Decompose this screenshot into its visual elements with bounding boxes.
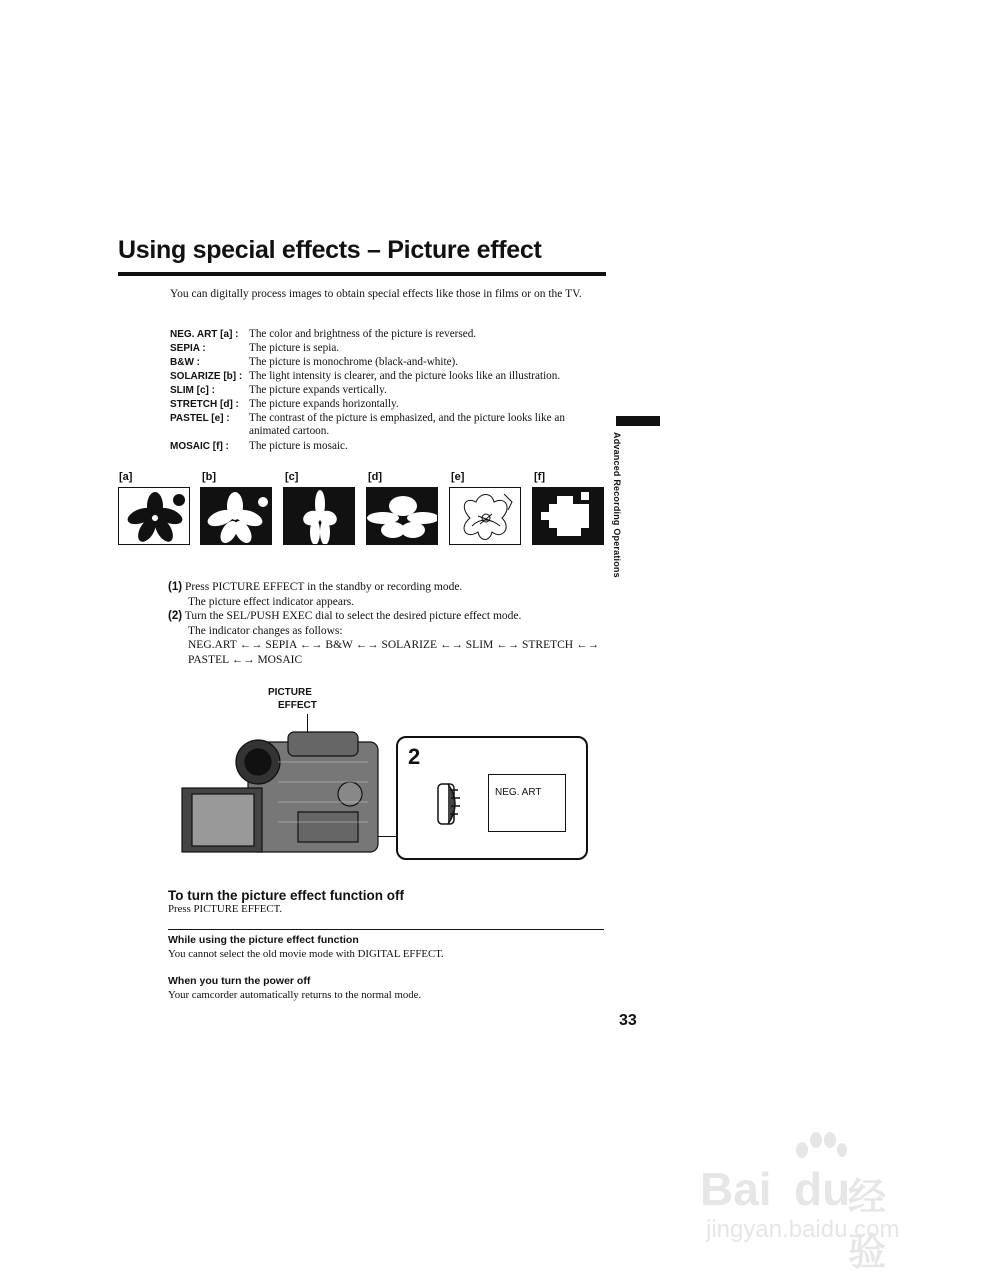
mode-name: SLIM [c] :: [170, 385, 215, 396]
slim-thumbnail: [283, 487, 355, 545]
mode-desc: The picture is sepia.: [249, 342, 340, 354]
thumb-label: [e]: [451, 471, 465, 483]
note-heading: When you turn the power off: [168, 975, 311, 987]
watermark-brand-suffix: du: [794, 1163, 851, 1215]
turn-off-heading: To turn the picture effect function off: [168, 888, 404, 903]
mode-name: PASTEL [e] :: [170, 413, 230, 424]
mode-name: MOSAIC [f] :: [170, 441, 229, 452]
watermark-brand: Bai: [700, 1163, 772, 1215]
thumb-label: [f]: [534, 471, 545, 483]
pastel-thumbnail: [449, 487, 521, 545]
thumb-label: [b]: [202, 471, 217, 483]
step-number: (2): [168, 610, 183, 622]
mode-name: SOLARIZE [b] :: [170, 371, 243, 382]
mode-desc: The picture expands vertically.: [249, 384, 387, 396]
mode-desc: The color and brightness of the picture is reversed.: [249, 328, 477, 340]
sel-push-exec-dial-icon: [434, 778, 464, 830]
picture-effect-callout: [268, 686, 317, 712]
mode-name: SEPIA :: [170, 343, 206, 354]
step-sequence: NEG.ART ←→ SEPIA ←→ B&W ←→ SOLARIZE ←→ SLIM ←→ STRETCH ←→: [188, 639, 599, 651]
note-text: Your camcorder automatically returns to the normal mode.: [168, 989, 422, 1001]
mode-desc: The picture is monochrome (black-and-white).: [249, 356, 459, 368]
solarize-thumbnail: [200, 487, 272, 545]
detail-step-number: 2: [408, 744, 421, 769]
callout-line: PICTURE: [268, 687, 312, 698]
mode-name: STRETCH [d] :: [170, 399, 239, 410]
title-rule: [118, 272, 606, 276]
turn-off-text: Press PICTURE EFFECT.: [168, 903, 283, 915]
callout-connector: [378, 836, 398, 837]
step-number: (1): [168, 581, 183, 593]
step-2: [168, 609, 599, 667]
page-number: 33: [619, 1012, 637, 1029]
mode-desc: The picture expands horizontally.: [249, 398, 399, 410]
mode-desc: The picture is mosaic.: [249, 440, 348, 452]
thumb-label: [d]: [368, 471, 383, 483]
mode-name: NEG. ART [a] :: [170, 329, 239, 340]
callout-line: EFFECT: [278, 700, 317, 711]
note-heading: While using the picture effect function: [168, 934, 359, 946]
mode-name: B&W :: [170, 357, 200, 368]
intro-text: You can digitally process images to obtain special effects like those in films or on the TV.: [170, 288, 582, 300]
watermark-url: jingyan.baidu.com: [706, 1216, 900, 1243]
lcd-display: [488, 774, 566, 832]
step-subtext: The picture effect indicator appears.: [188, 595, 355, 608]
mode-desc: The contrast of the picture is emphasized, and the picture looks like an animated cartoon.: [249, 412, 565, 437]
mode-desc: The light intensity is clearer, and the picture looks like an illustration.: [249, 370, 561, 382]
step-subtext: The indicator changes as follows:: [188, 624, 343, 637]
watermark-cn: 经验: [848, 1177, 887, 1274]
step-sequence: PASTEL ←→ MOSAIC: [188, 653, 303, 666]
thumb-label: [a]: [119, 471, 133, 483]
effect-indicator: NEG. ART: [495, 787, 542, 798]
section-tab-label: Advanced Recording Operations: [612, 432, 622, 578]
note-text: You cannot select the old movie mode with DIGITAL EFFECT.: [168, 948, 444, 960]
notes-divider: [168, 929, 604, 930]
detail-callout-box: [396, 736, 588, 860]
thumb-label: [c]: [285, 471, 299, 483]
section-tab-marker: [616, 416, 660, 426]
step-text: Press PICTURE EFFECT in the standby or recording mode.: [184, 581, 463, 593]
step-1: [168, 580, 462, 609]
mosaic-thumbnail: [532, 487, 604, 545]
camcorder-illustration: [178, 722, 408, 862]
neg-art-thumbnail: [118, 487, 190, 545]
step-text: Turn the SEL/PUSH EXEC dial to select the desired picture effect mode.: [184, 610, 522, 622]
page-title: Using special effects – Picture effect: [118, 236, 542, 264]
stretch-thumbnail: [366, 487, 438, 545]
